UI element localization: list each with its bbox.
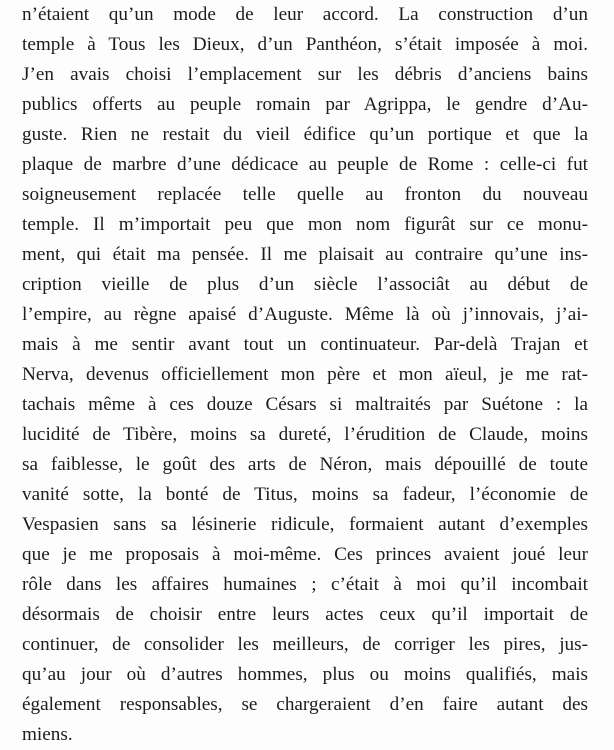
body-paragraph xyxy=(22,0,588,750)
book-page xyxy=(22,0,588,750)
text-line-last: miens. xyxy=(22,724,73,745)
text-line: n’étaient qu’un mode de leur accord. La construction d’un xyxy=(22,4,588,25)
text-line: vanité sotte, la bonté de Titus, moins sa fadeur, l’économie de xyxy=(22,484,588,505)
text-line: publics offerts au peuple romain par Agrippa, le gendre d’Au- xyxy=(22,94,588,115)
text-line: également responsables, se chargeraient d’en faire autant des xyxy=(22,694,588,715)
text-line: continuer, de consolider les meilleurs, de corriger les pires, jus- xyxy=(22,634,588,655)
text-line: Vespasien sans sa lésinerie ridicule, formaient autant d’exemples xyxy=(22,514,588,535)
text-line: mais à me sentir avant tout un continuateur. Par-delà Trajan et xyxy=(22,334,588,355)
text-line: désormais de choisir entre leurs actes ceux qu’il importait de xyxy=(22,604,588,625)
text-line: l’empire, au règne apaisé d’Auguste. Même là où j’innovais, j’ai- xyxy=(22,304,588,325)
text-line: soigneusement replacée telle quelle au fronton du nouveau xyxy=(22,184,588,205)
text-line: plaque de marbre d’une dédicace au peuple de Rome : celle-ci fut xyxy=(22,154,588,175)
text-line: cription vieille de plus d’un siècle l’associât au début de xyxy=(22,274,588,295)
text-line: temple. Il m’importait peu que mon nom figurât sur ce monu- xyxy=(22,214,588,235)
text-line: lucidité de Tibère, moins sa dureté, l’érudition de Claude, moins xyxy=(22,424,588,445)
text-line: tachais même à ces douze Césars si maltraités par Suétone : la xyxy=(22,394,588,415)
text-line: rôle dans les affaires humaines ; c’était à moi qu’il incombait xyxy=(22,574,588,595)
text-line: J’en avais choisi l’emplacement sur les débris d’anciens bains xyxy=(22,64,588,85)
text-line: guste. Rien ne restait du vieil édifice qu’un portique et que la xyxy=(22,124,588,145)
text-line: Nerva, devenus officiellement mon père et mon aïeul, je me rat- xyxy=(22,364,588,385)
text-line: temple à Tous les Dieux, d’un Panthéon, s’était imposée à moi. xyxy=(22,34,588,55)
text-line: qu’au jour où d’autres hommes, plus ou moins qualifiés, mais xyxy=(22,664,588,685)
text-line: sa faiblesse, le goût des arts de Néron, mais dépouillé de toute xyxy=(22,454,588,475)
text-line: ment, qui était ma pensée. Il me plaisait au contraire qu’une ins- xyxy=(22,244,588,265)
text-line: que je me proposais à moi-même. Ces princes avaient joué leur xyxy=(22,544,588,565)
